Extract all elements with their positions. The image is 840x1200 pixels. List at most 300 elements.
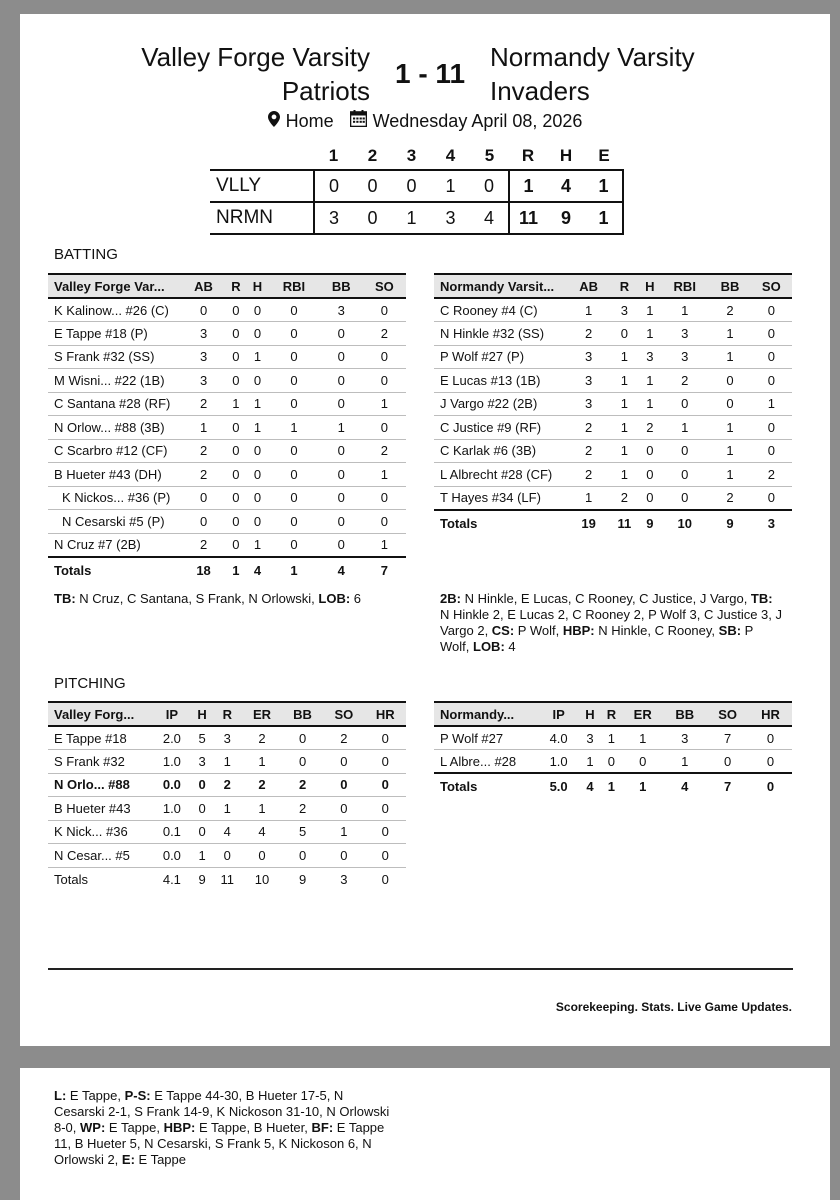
note-label: 2B: — [440, 591, 461, 606]
stat-cell: 0 — [601, 750, 622, 774]
stat-cell: 1 — [320, 416, 363, 440]
totals-cell: 4 — [579, 773, 600, 799]
date-label: Wednesday April 08, 2026 — [372, 110, 583, 131]
home-team-line1: Normandy Varsity — [490, 42, 695, 72]
stat-cell: 1 — [323, 820, 364, 844]
pitching-title: PITCHING — [54, 675, 126, 692]
totals-cell: 9 — [298, 871, 307, 887]
batting-col-header: SO — [363, 274, 406, 298]
pitching-col-header: ER — [622, 702, 663, 726]
stat-cell: 0 — [749, 750, 792, 774]
stat-cell: 2 — [609, 486, 639, 510]
totals-cell: 9 — [640, 510, 661, 536]
stat-cell: 0 — [320, 392, 363, 416]
stat-cell: 0 — [365, 797, 406, 821]
stat-cell: 2 — [242, 773, 282, 797]
stat-cell: 3 — [212, 726, 242, 750]
batting-col-header: H — [247, 274, 269, 298]
totals-cell: 7 — [363, 557, 406, 583]
stat-cell: 2 — [182, 439, 225, 463]
stat-cell: 1 — [609, 463, 639, 487]
stat-cell: 0 — [751, 345, 792, 369]
stat-cell: 2 — [568, 416, 609, 440]
stat-cell: 3 — [660, 345, 709, 369]
stat-cell: 0 — [363, 345, 406, 369]
batting-row — [434, 463, 792, 487]
away-team-line1: Valley Forge Varsity — [141, 42, 370, 72]
note-text: N Cruz, C Santana, S Frank, N Orlowski, — [75, 591, 319, 606]
stat-cell: 0 — [320, 463, 363, 487]
totals-row — [434, 510, 792, 536]
totals-cell: 9 — [198, 871, 206, 887]
stat-cell: 2.0 — [152, 726, 192, 750]
batting-row — [48, 486, 406, 510]
player-name: N Hinkle #32 (SS) — [434, 322, 568, 346]
stat-cell: 0 — [640, 463, 661, 487]
stat-cell: 2 — [568, 463, 609, 487]
stat-cell: 0 — [225, 533, 247, 557]
stat-cell: 2 — [182, 392, 225, 416]
stat-cell: 4.0 — [538, 726, 579, 750]
stat-cell: 2 — [282, 797, 323, 821]
stat-cell: 1 — [225, 392, 247, 416]
stat-cell: 2 — [242, 726, 282, 750]
stat-cell: 0 — [323, 844, 364, 868]
totals-cell: 1 — [268, 557, 319, 583]
stat-cell: 1 — [212, 750, 242, 774]
stat-cell: 0 — [320, 510, 363, 534]
stat-cell: 1 — [709, 439, 750, 463]
away-team-line2: Patriots — [281, 76, 370, 106]
player-name: B Hueter #43 — [48, 797, 152, 821]
stat-cell: 1 — [568, 298, 609, 322]
totals-label: Totals — [434, 773, 538, 799]
player-name: N Cesarski #5 (P) — [48, 510, 182, 534]
batting-row — [434, 392, 792, 416]
totals-cell: 18 — [182, 557, 225, 583]
pitching-row — [434, 750, 792, 774]
stat-cell: 0 — [365, 844, 406, 868]
stat-cell: 0 — [247, 486, 269, 510]
player-name: K Kalinow... #26 (C) — [48, 298, 182, 322]
linescore-col-header: 2 — [367, 145, 378, 165]
stat-cell: 2 — [751, 463, 792, 487]
stat-cell: 3 — [182, 322, 225, 346]
note-text: E Tappe, — [105, 1120, 164, 1135]
stat-cell: 0 — [212, 844, 242, 868]
stat-cell: 0 — [320, 486, 363, 510]
stat-cell: 3 — [663, 726, 706, 750]
linescore-inning-cell: 0 — [314, 170, 353, 202]
linescore-col-header: H — [559, 145, 573, 165]
totals-cell: 4 — [663, 773, 706, 799]
location-label: Home — [285, 110, 334, 131]
stat-cell: 0 — [282, 726, 323, 750]
stat-cell: 1 — [247, 345, 269, 369]
batting-row — [434, 439, 792, 463]
player-name: C Karlak #6 (3B) — [434, 439, 568, 463]
batting-row — [434, 416, 792, 440]
footer-divider — [48, 968, 793, 970]
stat-cell: 0 — [320, 322, 363, 346]
batting-row — [48, 392, 406, 416]
stat-cell: 1 — [709, 416, 750, 440]
stat-cell: 0 — [640, 486, 661, 510]
stat-cell: 0 — [225, 345, 247, 369]
batting-row — [48, 463, 406, 487]
stat-cell: 1 — [709, 322, 750, 346]
note-label: CS: — [491, 623, 515, 638]
note-text: P Wolf, — [514, 623, 563, 638]
stat-cell: 1 — [579, 750, 600, 774]
stat-cell: 2 — [568, 322, 609, 346]
linescore-e-cell: 1 — [585, 202, 623, 234]
stat-cell: 2 — [660, 369, 709, 393]
stat-cell: 0 — [363, 510, 406, 534]
linescore-col-header: E — [598, 145, 610, 165]
stat-cell: 0 — [709, 392, 750, 416]
batting-title: BATTING — [54, 246, 118, 263]
away-batting-table — [48, 273, 406, 583]
batting-row — [434, 369, 792, 393]
stat-cell: 2 — [640, 416, 661, 440]
stat-cell: 0.0 — [152, 844, 192, 868]
stat-cell: 3 — [192, 750, 213, 774]
stat-cell: 0 — [320, 439, 363, 463]
batting-row — [434, 486, 792, 510]
totals-row — [434, 773, 792, 799]
note-text: 4 — [504, 639, 516, 654]
batting-col-header: BB — [709, 274, 750, 298]
stat-cell: 3 — [568, 345, 609, 369]
home-batting-header — [434, 274, 792, 298]
pitching-row — [48, 820, 406, 844]
totals-label: Totals — [434, 510, 568, 536]
stat-cell: 2 — [282, 773, 323, 797]
pitching-row — [48, 844, 406, 868]
note-label: HBP: — [163, 1120, 196, 1135]
totals-row — [48, 557, 406, 583]
stat-cell: 0 — [242, 844, 282, 868]
stat-cell: 0 — [320, 533, 363, 557]
player-name: E Tappe #18 — [48, 726, 152, 750]
note-text: N Hinkle, E Lucas, C Rooney, C Justice, J Vargo, — [460, 591, 751, 606]
stat-cell: 0 — [749, 726, 792, 750]
player-name: K Nickos... #36 (P) — [48, 486, 182, 510]
stat-cell: 0 — [363, 298, 406, 322]
pitching-row — [48, 797, 406, 821]
stat-cell: 0 — [365, 726, 406, 750]
batting-row — [48, 439, 406, 463]
batting-row — [48, 345, 406, 369]
stat-cell: 1 — [609, 369, 639, 393]
stat-cell: 0 — [192, 797, 213, 821]
stat-cell: 1 — [751, 392, 792, 416]
stat-cell: 2 — [363, 322, 406, 346]
linescore-team-abbr: VLLY — [210, 170, 314, 202]
pitching-col-header: HR — [749, 702, 792, 726]
stat-cell: 0 — [225, 486, 247, 510]
note-text: E Tappe, B Hueter, — [195, 1120, 312, 1135]
stat-cell: 1 — [609, 392, 639, 416]
stat-cell: 1 — [640, 298, 661, 322]
pitching-col-header: SO — [323, 702, 364, 726]
note-label: WP: — [80, 1120, 106, 1135]
player-name: N Cesar... #5 — [48, 844, 152, 868]
pitching-col-header: BB — [282, 702, 323, 726]
batting-col-header: R — [609, 274, 639, 298]
totals-cell: 7 — [706, 773, 749, 799]
linescore-inning-cell: 0 — [353, 202, 392, 234]
player-name: N Orlo... #88 — [48, 773, 152, 797]
home-pitching-header — [434, 702, 792, 726]
player-name: K Nick... #36 — [48, 820, 152, 844]
stat-cell: 0 — [268, 298, 319, 322]
totals-cell: 10 — [254, 871, 270, 887]
stat-cell: 1 — [640, 369, 661, 393]
home-batting-notes — [440, 591, 785, 655]
stat-cell: 1 — [663, 750, 706, 774]
note-label: TB: — [750, 591, 773, 606]
linescore-inning-cell: 1 — [392, 202, 431, 234]
stat-cell: 1.0 — [152, 797, 192, 821]
batting-row — [434, 322, 792, 346]
totals-label: Totals — [48, 557, 182, 583]
stat-cell: 0 — [247, 510, 269, 534]
stat-cell: 1 — [268, 416, 319, 440]
stat-cell: 1 — [640, 322, 661, 346]
linescore-col-header: R — [521, 145, 535, 165]
stat-cell: 1 — [622, 726, 663, 750]
game-header — [20, 40, 830, 110]
boxscore-page-continued — [20, 1068, 830, 1200]
stat-cell: 1.0 — [538, 750, 579, 774]
batting-col-header: RBI — [268, 274, 319, 298]
stat-cell: 0 — [282, 750, 323, 774]
batting-row — [48, 298, 406, 322]
home-team-line2: Invaders — [490, 76, 590, 106]
stat-cell: 1 — [242, 750, 282, 774]
totals-cell: 1 — [601, 773, 622, 799]
stat-cell: 1 — [212, 797, 242, 821]
pitching-row — [48, 773, 406, 797]
stat-cell: 1 — [242, 797, 282, 821]
home-team-name — [490, 40, 695, 108]
stat-cell: 4 — [212, 820, 242, 844]
stat-cell: 0 — [225, 416, 247, 440]
stat-cell: 3 — [609, 298, 639, 322]
note-text: E Tappe 11, B Hueter 5, N Cesarski, S Frank 5, K Nickoson 6, N Orlowski 2, — [54, 1120, 388, 1167]
linescore-row — [210, 170, 623, 202]
game-meta — [20, 110, 830, 132]
note-label: LOB: — [473, 639, 505, 654]
final-score: 1 - 11 — [394, 58, 466, 89]
linescore-h-cell: 4 — [547, 170, 585, 202]
stat-cell: 0 — [268, 463, 319, 487]
linescore-r-cell: 1 — [509, 170, 547, 202]
linescore-row — [210, 202, 623, 234]
note-text: N Hinkle, C Rooney, — [594, 623, 719, 638]
stat-cell: 0 — [323, 773, 364, 797]
stat-cell: 1 — [363, 533, 406, 557]
totals-row — [48, 867, 406, 891]
linescore-col-header: 3 — [406, 145, 417, 165]
stat-cell: 0 — [192, 820, 213, 844]
batting-row — [48, 510, 406, 534]
away-batting-team-header: Valley Forge Var... — [48, 274, 182, 298]
stat-cell: 0 — [609, 322, 639, 346]
stat-cell: 1 — [192, 844, 213, 868]
linescore-inning-cell: 3 — [431, 202, 470, 234]
stat-cell: 1 — [640, 392, 661, 416]
stat-cell: 1 — [609, 439, 639, 463]
totals-cell: 4 — [247, 557, 269, 583]
totals-cell: 0 — [749, 773, 792, 799]
away-team-name — [141, 40, 370, 108]
stat-cell: 0 — [225, 439, 247, 463]
linescore-inning-cell: 3 — [314, 202, 353, 234]
note-text: N Hinkle 2, E Lucas 2, C Rooney 2, P Wolf 3, C Justice 3, J Vargo 2, — [440, 591, 786, 638]
stat-cell: 0 — [268, 392, 319, 416]
stat-cell: 0 — [706, 750, 749, 774]
stat-cell: 5 — [192, 726, 213, 750]
stat-cell: 0 — [365, 750, 406, 774]
stat-cell: 1 — [601, 726, 622, 750]
pitching-col-header: IP — [152, 702, 192, 726]
pitching-col-header: H — [192, 702, 213, 726]
batting-row — [48, 533, 406, 557]
totals-cell: 11 — [220, 871, 235, 887]
stat-cell: 0 — [182, 486, 225, 510]
player-name: N Cruz #7 (2B) — [48, 533, 182, 557]
totals-cell: 3 — [751, 510, 792, 536]
footer-tagline: Scorekeeping. Stats. Live Game Updates. — [555, 1000, 792, 1014]
pitching-row — [48, 726, 406, 750]
note-label: SB: — [718, 623, 742, 638]
batting-row — [48, 369, 406, 393]
away-pitching-header — [48, 702, 406, 726]
linescore-table — [210, 142, 624, 235]
player-name: T Hayes #34 (LF) — [434, 486, 568, 510]
stat-cell: 0 — [323, 750, 364, 774]
linescore-col-header: 1 — [328, 145, 339, 165]
linescore-inning-cell: 0 — [392, 170, 431, 202]
totals-cell: 0 — [381, 871, 389, 887]
stat-cell: 1 — [247, 533, 269, 557]
home-pitching-team-header: Normandy... — [434, 702, 538, 726]
pitching-notes — [54, 1088, 394, 1168]
batting-col-header: RBI — [660, 274, 709, 298]
stat-cell: 0 — [363, 369, 406, 393]
stat-cell: 0 — [622, 750, 663, 774]
stat-cell: 3 — [640, 345, 661, 369]
stat-cell: 0 — [709, 369, 750, 393]
totals-cell: 1 — [225, 557, 247, 583]
player-name: J Vargo #22 (2B) — [434, 392, 568, 416]
linescore-inning-cell: 0 — [470, 170, 509, 202]
stat-cell: 0.1 — [152, 820, 192, 844]
totals-cell: 3 — [340, 871, 348, 887]
pitching-row — [48, 750, 406, 774]
note-text: E Tappe, — [66, 1088, 125, 1103]
stat-cell: 3 — [182, 369, 225, 393]
stat-cell: 0 — [225, 298, 247, 322]
stat-cell: 1 — [660, 416, 709, 440]
player-name: M Wisni... #22 (1B) — [48, 369, 182, 393]
stat-cell: 0 — [268, 486, 319, 510]
stat-cell: 0 — [247, 463, 269, 487]
pitching-col-header: ER — [242, 702, 282, 726]
stat-cell: 1.0 — [152, 750, 192, 774]
stat-cell: 1 — [660, 298, 709, 322]
home-batting-team-header: Normandy Varsit... — [434, 274, 568, 298]
stat-cell: 0 — [247, 298, 269, 322]
batting-col-header: BB — [320, 274, 363, 298]
stat-cell: 2 — [182, 463, 225, 487]
player-name: L Albre... #28 — [434, 750, 538, 774]
stat-cell: 0 — [320, 369, 363, 393]
stat-cell: 0 — [247, 322, 269, 346]
note-text: 6 — [350, 591, 362, 606]
totals-cell: 4 — [320, 557, 363, 583]
stat-cell: 1 — [363, 463, 406, 487]
stat-cell: 1 — [363, 392, 406, 416]
totals-cell: 11 — [609, 510, 639, 536]
note-text: E Tappe 44-30, B Hueter 17-5, N Cesarski 2-1, S Frank 14-9, K Nickoson 31-10, N Orlowski 8-0, — [54, 1088, 393, 1135]
stat-cell: 2 — [182, 533, 225, 557]
stat-cell: 1 — [609, 416, 639, 440]
note-text: E Tappe — [134, 1152, 186, 1167]
stat-cell: 0 — [363, 416, 406, 440]
stat-cell: 1 — [568, 486, 609, 510]
stat-cell: 0 — [192, 773, 213, 797]
note-label: BF: — [311, 1120, 334, 1135]
stat-cell: 0 — [751, 439, 792, 463]
batting-row — [48, 416, 406, 440]
note-label: P-S: — [124, 1088, 151, 1103]
player-name: C Rooney #4 (C) — [434, 298, 568, 322]
note-label: TB: — [54, 591, 76, 606]
stat-cell: 0 — [282, 844, 323, 868]
batting-col-header: AB — [182, 274, 225, 298]
stat-cell: 0 — [365, 773, 406, 797]
stat-cell: 1 — [182, 416, 225, 440]
player-name: C Justice #9 (RF) — [434, 416, 568, 440]
map-pin-icon — [268, 111, 280, 132]
stat-cell: 2 — [212, 773, 242, 797]
player-name: E Lucas #13 (1B) — [434, 369, 568, 393]
stat-cell: 5 — [282, 820, 323, 844]
home-batting-table — [434, 273, 792, 536]
stat-cell: 0 — [660, 392, 709, 416]
boxscore-page — [20, 14, 830, 1046]
stat-cell: 0 — [751, 322, 792, 346]
stat-cell: 0 — [365, 820, 406, 844]
linescore-team-abbr: NRMN — [210, 202, 314, 234]
stat-cell: 1 — [247, 416, 269, 440]
player-name: C Santana #28 (RF) — [48, 392, 182, 416]
stat-cell: 0 — [751, 298, 792, 322]
linescore-inning-cell: 0 — [353, 170, 392, 202]
stat-cell: 0 — [660, 439, 709, 463]
stat-cell: 1 — [709, 463, 750, 487]
away-pitching-table — [48, 701, 406, 891]
batting-row — [434, 298, 792, 322]
batting-row — [434, 345, 792, 369]
batting-col-header: R — [225, 274, 247, 298]
stat-cell: 0 — [268, 533, 319, 557]
stat-cell: 3 — [568, 392, 609, 416]
